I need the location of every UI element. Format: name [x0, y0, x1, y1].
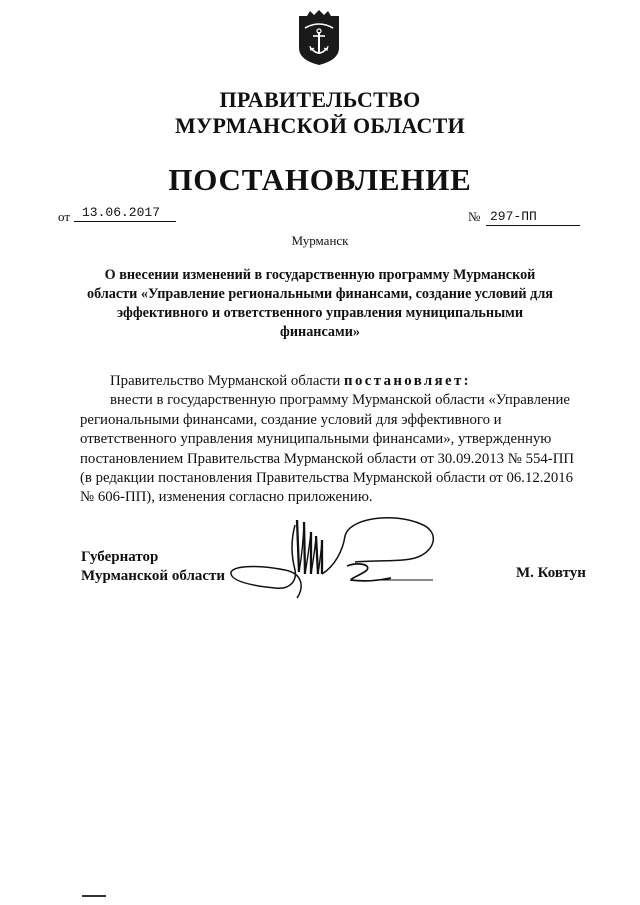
- document-type-title: ПОСТАНОВЛЕНИЕ: [168, 162, 472, 197]
- document-date: 13.06.2017: [74, 205, 176, 222]
- date-prefix: от: [58, 209, 71, 224]
- subject-line: области «Управление региональными финансами, создание условий для: [87, 286, 553, 302]
- signatory-title-line1: Губернатор: [81, 549, 159, 565]
- subject-line: эффективного и ответственного управления муниципальными: [116, 305, 523, 321]
- subject-line: финансами»: [280, 324, 360, 340]
- decree-intro: [80, 372, 596, 391]
- body-line: внести в государственную программу Мурманской области «Управление: [110, 392, 570, 409]
- signatory-name: М. Ковтун: [516, 565, 586, 581]
- org-name-line2: МУРМАНСКОЙ ОБЛАСТИ: [174, 113, 466, 138]
- body-line: постановлением Правительства Мурманской области от 30.09.2013 № 554-ПП: [80, 450, 575, 467]
- body-line: ответственного управления муниципальными финансами», утвержденную: [80, 431, 552, 448]
- body-line: № 606-ПП), изменения согласно приложению.: [80, 489, 373, 506]
- handwritten-signature: [225, 510, 445, 605]
- subject-line: О внесении изменений в государственную программу Мурманской: [104, 267, 536, 283]
- body-line: региональными финансами, создание условий для эффективного и: [80, 411, 502, 428]
- body-line: (в редакции постановления Правительства Мурманской области от 06.12.2016: [80, 470, 574, 487]
- city-name: Мурманск: [291, 233, 349, 248]
- decree-word: постановляет:: [344, 373, 472, 389]
- coat-of-arms-icon: [297, 10, 341, 66]
- number-prefix: №: [468, 209, 481, 224]
- document-subject: [78, 266, 562, 342]
- org-name-line1: ПРАВИТЕЛЬСТВО: [219, 87, 421, 112]
- decree-body: [80, 372, 596, 508]
- signatory-title: [81, 548, 225, 586]
- document-number: 297-ПП: [486, 211, 580, 226]
- signatory-title-line2: Мурманской области: [81, 568, 226, 584]
- decree-intro-text: Правительство Мурманской области: [110, 373, 345, 389]
- footer-divider: [82, 895, 106, 897]
